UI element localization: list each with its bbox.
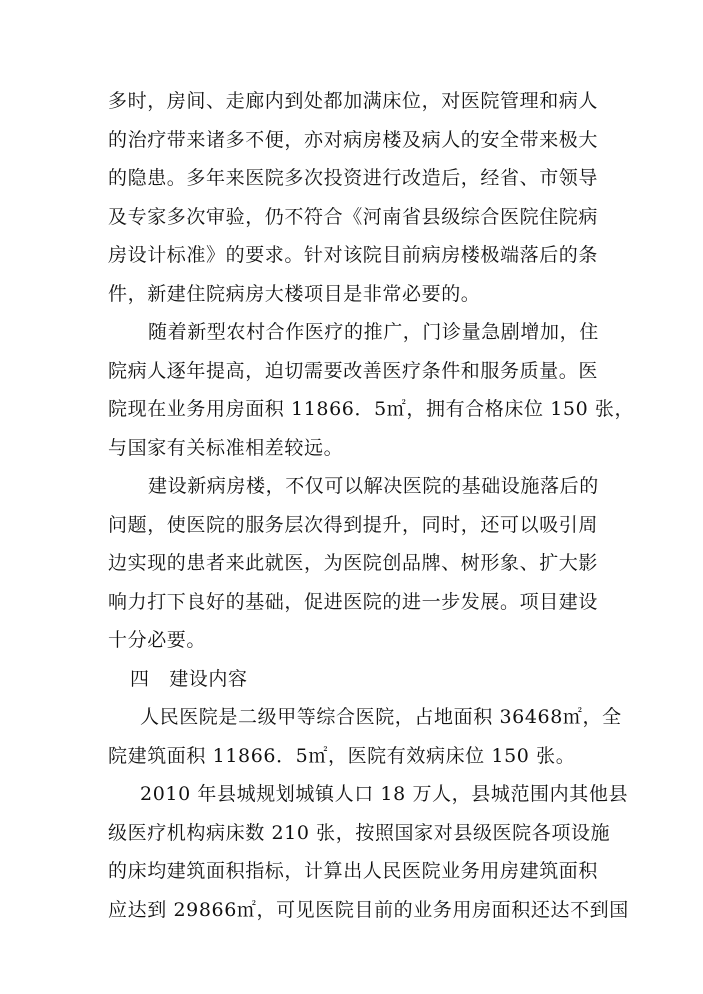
text-line: 件，新建住院病房大楼项目是非常必要的。 [108, 283, 481, 305]
text-line: 的隐患。多年来医院多次投资进行改造后，经省、市领导 [108, 167, 599, 189]
text-line: 边实现的患者来此就医，为医院创品牌、树形象、扩大影 [108, 552, 599, 574]
section-heading: 四 建设内容 [130, 668, 248, 690]
text-line: 级医疗机构病床数 210 张，按照国家对县级医院各项设施 [108, 822, 611, 844]
paragraph-first-line: 人民医院是二级甲等综合医院，占地面积 36468㎡，全 [140, 706, 622, 728]
text-line: 多时，房间、走廊内到处都加满床位，对医院管理和病人 [108, 90, 599, 112]
text-line: 院建筑面积 11866．5㎡，医院有效病床位 150 张。 [108, 745, 576, 767]
text-line: 十分必要。 [108, 629, 207, 651]
text-line: 问题，使医院的服务层次得到提升，同时，还可以吸引周 [108, 514, 599, 536]
text-line: 响力打下良好的基础，促进医院的进一步发展。项目建设 [108, 591, 599, 613]
text-line: 院病人逐年提高，迫切需要改善医疗条件和服务质量。医 [108, 360, 599, 382]
text-line: 房设计标准》的要求。针对该院目前病房楼极端落后的条 [108, 244, 599, 266]
text-line: 的治疗带来诸多不便，亦对病房楼及病人的安全带来极大 [108, 129, 599, 151]
text-line: 院现在业务用房面积 11866．5㎡，拥有合格床位 150 张， [108, 398, 635, 420]
text-line: 及专家多次审验，仍不符合《河南省县级综合医院住院病 [108, 206, 599, 228]
text-line: 的床均建筑面积指标，计算出人民医院业务用房建筑面积 [108, 860, 599, 882]
text-line: 应达到 29866㎡，可见医院目前的业务用房面积还达不到国 [108, 899, 629, 921]
paragraph-first-line: 2010 年县城规划城镇人口 18 万人，县城范围内其他县 [140, 783, 629, 805]
paragraph-first-line: 随着新型农村合作医疗的推广，门诊量急剧增加，住 [148, 321, 599, 343]
text-line: 与国家有关标准相差较远。 [108, 437, 344, 459]
paragraph-first-line: 建设新病房楼，不仅可以解决医院的基础设施落后的 [148, 475, 599, 497]
